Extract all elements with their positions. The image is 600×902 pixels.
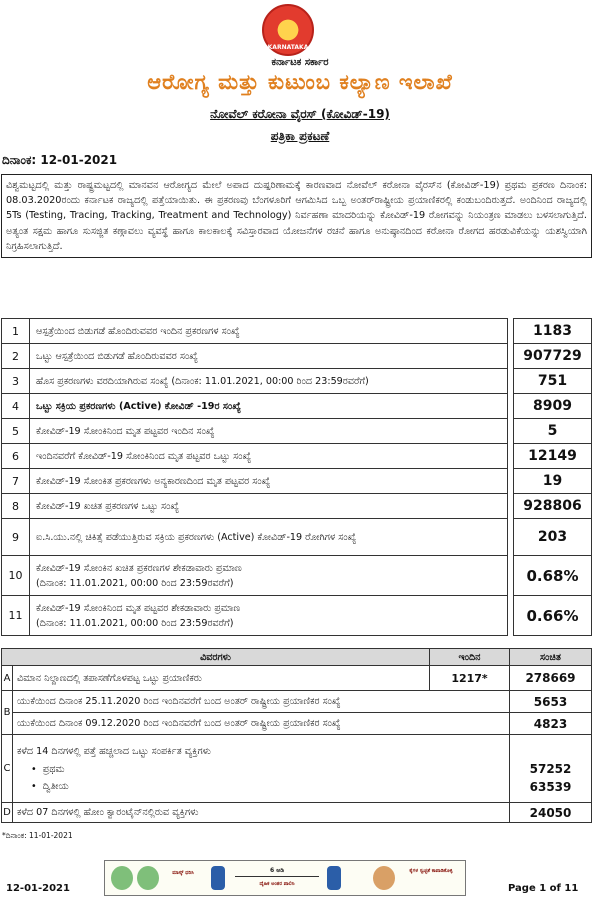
person-icon <box>211 866 225 890</box>
subject-heading: ನೋವೆಲ್ ಕರೋನಾ ವೈರಸ್ (ಕೋವಿಡ್-19) <box>210 107 390 121</box>
table-row: 10 ಕೋವಿಡ್-19 ಸೋಂಕಿನ ಖಚಿತ ಪ್ರಕರಣಗಳ ಶೇಕಡಾವಾರು ಪ್ರಮಾಣ (ದಿನಾಂಕ: 11.01.2021, 00:00 ರಿಂದ 23:59ರವರೆಗೆ) 0.68% <box>2 556 592 596</box>
table-row: 2 ಒಟ್ಟು ಆಸ್ಪತ್ರೆಯಿಂದ ಬಿಡುಗಡೆ ಹೊಂದಿರುವವರ ಸಂಖ್ಯೆ 907729 <box>2 344 592 369</box>
press-release-heading: ಪತ್ರಿಕಾ ಪ್ರಕಟಣೆ <box>270 129 330 143</box>
table-row: D ಕಳೆದ 07 ದಿನಗಳಲ್ಲಿ ಹೋಂ ಕ್ವಾರಂಟೈನ್‌ನಲ್ಲಿರುವ ವ್ಯಕ್ತಿಗಳು 24050 <box>2 803 592 823</box>
table-row: A ವಿಮಾನ ನಿಲ್ದಾಣದಲ್ಲಿ ತಪಾಸಣೆಗೊಳಪಟ್ಟ ಒಟ್ಟು ಪ್ರಯಾಣಿಕರು 1217* 278669 <box>2 666 592 691</box>
mask-person-icon <box>111 866 133 890</box>
table-row: 9 ಐ.ಸಿ.ಯು.ನಲ್ಲಿ ಚಿಕಿತ್ಸೆ ಪಡೆಯುತ್ತಿರುವ ಸಕ್ರಿಯ ಪ್ರಕರಣಗಳು (Active) ಕೋವಿಡ್-19 ರೋಗಿಗಳ ಸಂಖ್ಯೆ 203 <box>2 519 592 556</box>
table-row: 5 ಕೋವಿಡ್-19 ಸೋಂಕಿನಿಂದ ಮೃತ ಪಟ್ಟವರ ಇಂದಿನ ಸಂಖ್ಯೆ 5 <box>2 419 592 444</box>
handwash-icon <box>373 866 395 890</box>
table-row: B ಯುಕೆಯಿಂದ ದಿನಾಂಕ 25.11.2020 ರಿಂದ ಇಂದಿನವರೆಗೆ ಬಂದ ಅಂತರ್ ರಾಷ್ಟ್ರೀಯ ಪ್ರಯಾಣಿಕರ ಸಂಖ್ಯೆ 5653 <box>2 691 592 713</box>
distance-arrow <box>235 876 319 877</box>
person-icon <box>327 866 341 890</box>
table-row: 6 ಇಂದಿನವರೆಗೆ ಕೋವಿಡ್-19 ಸೋಂಕಿನಿಂದ ಮೃತ ಪಟ್ಟವರ ಒಟ್ಟು ಸಂಖ್ಯೆ 12149 <box>2 444 592 469</box>
government-name: ಕರ್ನಾಟಕ ಸರ್ಕಾರ <box>271 57 329 68</box>
table-row: ಯುಕೆಯಿಂದ ದಿನಾಂಕ 09.12.2020 ರಿಂದ ಇಂದಿನವರೆಗೆ ಬಂದ ಅಂತರ್ ರಾಷ್ಟ್ರೀಯ ಪ್ರಯಾಣಿಕರ ಸಂಖ್ಯೆ 4823 <box>2 713 592 735</box>
distance-subcaption: ದೈಹಿಕ ಅಂತರ ಪಾಲಿಸಿ <box>259 881 295 887</box>
table-header-row: ವಿವರಗಳು ಇಂದಿನ ಸಂಚಿತ <box>2 649 592 666</box>
footnote: *ದಿನಾಂಕ: 11-01-2021 <box>2 831 73 840</box>
distance-caption: 6 ಅಡಿ <box>270 867 284 874</box>
release-date: ದಿನಾಂಕ: 12-01-2021 <box>2 153 118 167</box>
emblem-text: KARNATAKA <box>267 44 309 51</box>
table-row: 3 ಹೊಸ ಪ್ರಕರಣಗಳು ವರದಿಯಾಗಿರುವ ಸಂಖ್ಯೆ (ದಿನಾಂಕ: 11.01.2021, 00:00 ರಿಂದ 23:59ರವರೆಗೆ) 751 <box>2 369 592 394</box>
summary-table <box>1 318 592 636</box>
details-table <box>1 648 592 823</box>
department-title: ಆರೋಗ್ಯ ಮತ್ತು ಕುಟುಂಬ ಕಲ್ಯಾಣ ಇಲಾಖೆ <box>147 70 453 94</box>
footer-date: 12-01-2021 <box>6 883 70 894</box>
covid-awareness-banner <box>104 860 466 896</box>
mask-person-icon <box>137 866 159 890</box>
table-row: 7 ಕೋವಿಡ್-19 ಸೋಂಕಿತ ಪ್ರಕರಣಗಳು ಅನ್ಯಕಾರಣದಿಂದ ಮೃತ ಪಟ್ಟವರ ಸಂಖ್ಯೆ 19 <box>2 469 592 494</box>
table-row: C ಕಳೆದ 14 ದಿನಗಳಲ್ಲಿ ಪತ್ತೆ ಹಚ್ಚಲಾದ ಒಟ್ಟು ಸಂಪರ್ಕಿತ ವ್ಯಕ್ತಿಗಳು • ಪ್ರಥಮ • ದ್ವಿತೀಯ 57252 63539 <box>2 735 592 803</box>
mask-caption: ಮಾಸ್ಕ್ ಧರಿಸಿ <box>172 870 194 876</box>
table-row: 1 ಆಸ್ಪತ್ರೆಯಿಂದ ಬಿಡುಗಡೆ ಹೊಂದಿರುವವರ ಇಂದಿನ ಪ್ರಕರಣಗಳ ಸಂಖ್ಯೆ 1183 <box>2 319 592 344</box>
table-row: 8 ಕೋವಿಡ್-19 ಖಚಿತ ಪ್ರಕರಣಗಳ ಒಟ್ಟು ಸಂಖ್ಯೆ 928806 <box>2 494 592 519</box>
intro-paragraph: ವಿಶ್ವಮಟ್ಟದಲ್ಲಿ ಮತ್ತು ರಾಷ್ಟ್ರಮಟ್ಟದಲ್ಲಿ ಮಾನವನ ಆರೋಗ್ಯದ ಮೇಲೆ ಅಪಾದ ದುಷ್ಪರಿಣಾಮಕ್ಕೆ ಕಾರಣವಾದ ನೋವೆಲ್ ಕರೋನಾ ವೈರಸ್‌ನ (ಕೋವಿಡ್-19) ಪ್ರಥಮ ಪ್ರಕರಣ ದಿನಾಂಕ: 08.03.2020ರಂದು ಕರ್ನಾಟಕ ರಾಜ್ಯದಲ್ಲಿ ಪತ್ತೆಯಾಯಿತು. ಈ ಪ್ರಕರಣವು ಬೆಂಗಳೂರಿಗೆ ಆಗಮಿಸಿದ ಒಬ್ಬ ಅಂತರ್‌ರಾಷ್ಟ್ರೀಯ ಪ್ರಯಾಣಿಕರಲ್ಲಿ ಕಂಡುಬಂದಿರುತ್ತದೆ. ಅಂದಿನಿಂದ ರಾಜ್ಯದಲ್ಲಿ 5Ts (Testing, Tracing, Tracking, Treatment and Technology) ನಿರ್ವಹಣಾ ಮಾದರಿಯನ್ನು ಕೋವಿಡ್-19 ರೋಗವನ್ನು ನಿಯಂತ್ರಣ ಮಾಡಲು ಬಳಸಲಾಗುತ್ತಿದೆ. ಅತ್ಯಂತ ಸಕ್ಷಮ ಹಾಗೂ ಸುಸಜ್ಜಿತ ಕಣ್ಗಾವಲು ವ್ಯವಸ್ಥೆ ಹಾಗೂ ಕಾಲಕಾಲಕ್ಕೆ ಸವಿಸ್ತಾರವಾದ ಯೋಜನೆಗಳ ರಚನೆ ಹಾಗೂ ಅನುಷ್ಠಾನದಿಂದ ಕರೋನಾ ರೋಗದ ಹರಡುವಿಕೆಯನ್ನು ಯಶಸ್ವಿಯಾಗಿ ನಿಗ್ರಹಿಸಲಾಗುತ್ತಿದೆ. <box>1 174 592 258</box>
table-row: 4 ಒಟ್ಟು ಸಕ್ರಿಯ ಪ್ರಕರಣಗಳು (Active) ಕೋವಿಡ್ -19ರ ಸಂಖ್ಯೆ 8909 <box>2 394 592 419</box>
handwash-caption: ಕೈಗಳ ಸ್ವಚ್ಛತೆ ಕಾಪಾಡಿಕೊಳ್ಳಿ <box>409 868 453 874</box>
table-row: 11 ಕೋವಿಡ್-19 ಸೋಂಕಿನಿಂದ ಮೃತ ಪಟ್ಟವರ ಶೇಕಡಾವಾರು ಪ್ರಮಾಣ (ದಿನಾಂಕ: 11.01.2021, 00:00 ರಿಂದ 23:59ರವರೆಗೆ) 0.66% <box>2 596 592 636</box>
page-number: Page 1 of 11 <box>508 883 579 894</box>
